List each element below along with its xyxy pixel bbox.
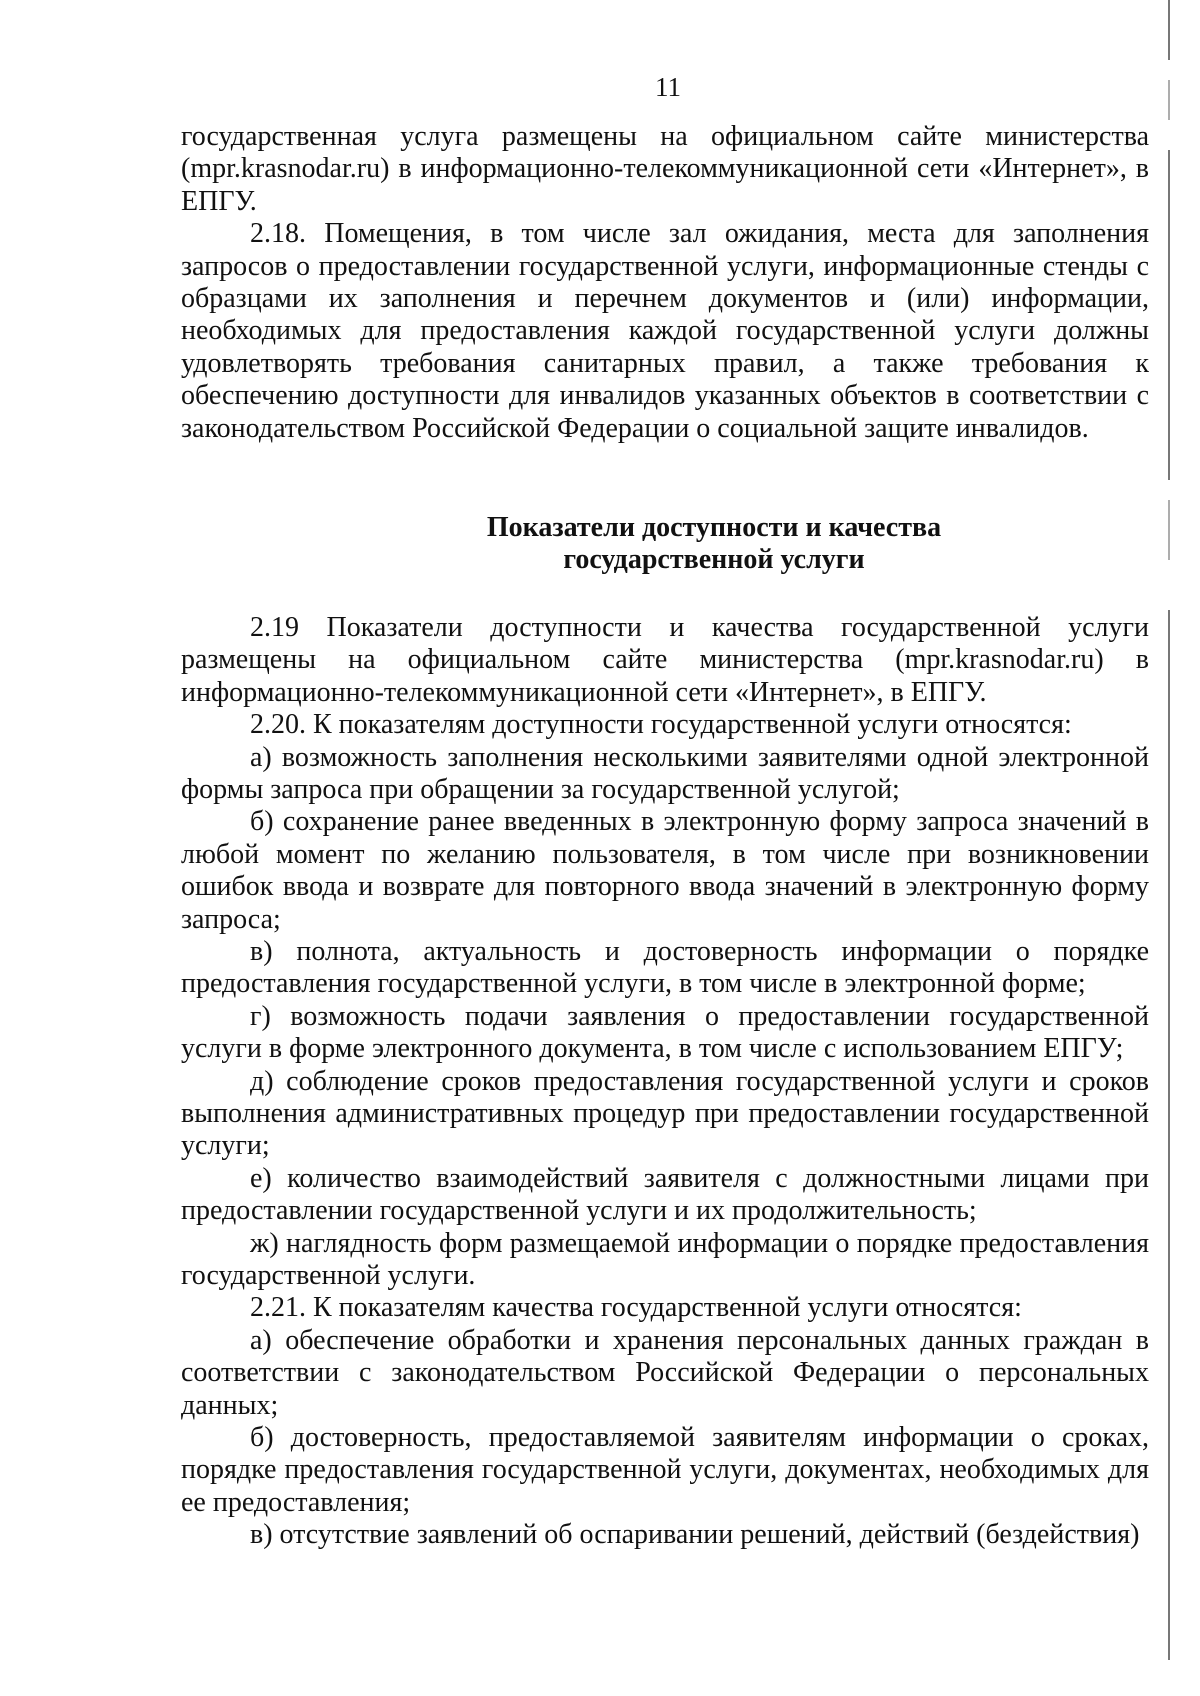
list-item-2-20-v: в) полнота, актуальность и достоверность информации о порядке предоставления государственной услуги, в том числе в электронной форме; — [181, 935, 1149, 1000]
list-item-2-20-g: г) возможность подачи заявления о предоставлении государственной услуги в форме электронного документа, в том числе с использованием ЕПГУ; — [181, 1000, 1149, 1065]
paragraph-2-20: 2.20. К показателям доступности государственной услуги относятся: — [250, 709, 1072, 741]
list-item-2-20-a: а) возможность заполнения несколькими заявителями одной электронной формы запроса при обращении за государственной услугой; — [181, 741, 1149, 805]
paragraph-continuation: государственная услуга размещены на официальном сайте министерства (mpr.krasnodar.ru) в информационно-телекоммуникационной сети «Интернет», в ЕПГУ. — [181, 121, 1149, 217]
paragraph-2-18: 2.18. Помещения, в том числе зал ожидания, места для заполнения запросов о предоставлении государственной услуги, информационные стенды с образцами их заполнения и перечнем документов и (или) информации, необходимых для предоставления каждой государственной услуги должны удовлетворять требования санитарных правил, а также требования к обеспечению доступности для инвалидов указанных объектов в соответствии с законодательством Российской Федерации о социальной защите инвалидов. — [181, 218, 1149, 444]
scan-edge-line — [1168, 500, 1170, 560]
paragraph-2-19: 2.19 Показатели доступности и качества государственной услуги размещены на официальном сайте министерства (mpr.krasnodar.ru) в информационно-телекоммуникационной сети «Интернет», в ЕПГУ. — [181, 611, 1149, 708]
scan-edge-line — [1168, 0, 1170, 60]
list-item-2-20-d: д) соблюдение сроков предоставления государственной услуги и сроков выполнения административных процедур при предоставлении государственной услуги; — [181, 1065, 1149, 1162]
spacer — [181, 445, 1149, 512]
list-item-2-20-b: б) сохранение ранее введенных в электронную форму запроса значений в любой момент по желанию пользователя, в том числе при возникновении ошибок ввода и возврате для повторного ввода значений в электронную форму запроса; — [181, 806, 1149, 935]
spacer — [181, 577, 1149, 612]
list-item-2-20-zh: ж) наглядность форм размещаемой информации о порядке предоставления государственной услуги. — [181, 1227, 1149, 1291]
section-heading-line-2: государственной услуги — [563, 544, 865, 576]
list-item-2-21-a: а) обеспечение обработки и хранения персональных данных граждан в соответствии с законодательством Российской Федерации о персональных данных; — [181, 1324, 1149, 1421]
document-body — [181, 121, 1149, 1552]
section-heading-line-1: Показатели доступности и качества — [486, 512, 942, 544]
list-item-2-21-v: в) отсутствие заявлений об оспаривании решений, действий (бездействия) — [250, 1519, 1140, 1551]
section-heading — [181, 512, 1149, 577]
list-item-2-20-e: е) количество взаимодействий заявителя с должностными лицами при предоставлении государственной услуги и их продолжительность; — [181, 1162, 1149, 1227]
scan-edge-line — [1168, 80, 1170, 120]
paragraph-2-21: 2.21. К показателям качества государственной услуги относятся: — [250, 1292, 1022, 1324]
list-item-2-21-b: б) достоверность, предоставляемой заявителям информации о сроках, порядке предоставления государственной услуги, документах, необходимых для ее предоставления; — [181, 1422, 1149, 1518]
scan-edge-line — [1168, 150, 1170, 480]
scan-edge-line — [1168, 610, 1170, 1660]
page-number: 11 — [655, 72, 681, 102]
